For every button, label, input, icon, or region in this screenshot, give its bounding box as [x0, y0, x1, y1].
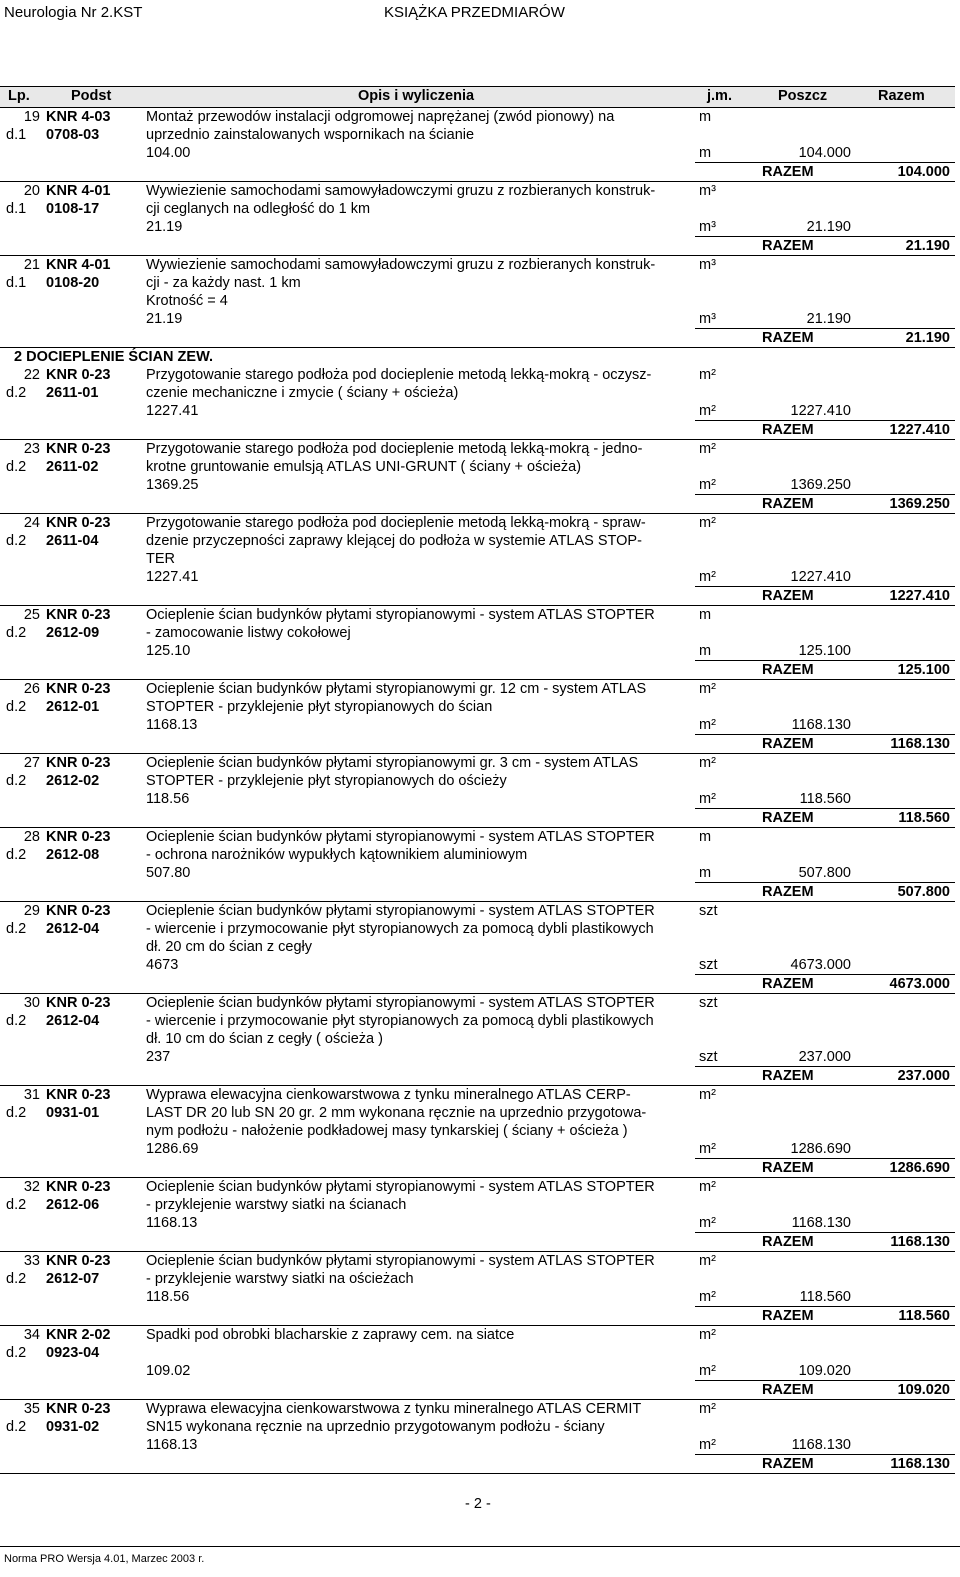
item-division: d.2 [6, 459, 27, 475]
description-line: - przyklejenie warstwy siatki na ościeżach [146, 1271, 414, 1287]
item-division: d.2 [6, 1345, 27, 1361]
description-line: dzenie przyczepności zaprawy klejącej do podłoża w systemie ATLAS STOP- [146, 533, 642, 549]
calculation: 1168.13 [146, 1215, 198, 1231]
description-line: cji - za każdy nast. 1 km [146, 275, 301, 291]
calc-unit: szt [699, 957, 718, 973]
page-number: - 2 - [465, 1496, 491, 1512]
item-number: 31 [23, 1087, 40, 1103]
catalog-ref: KNR 0-23 [46, 1401, 111, 1417]
description-line: Krotność = 4 [146, 293, 228, 309]
item-division: d.2 [6, 1271, 27, 1287]
item-division: d.2 [6, 773, 27, 789]
total-label: RAZEM [762, 884, 814, 900]
description-line: Wyprawa elewacyjna cienkowarstwowa z tynku mineralnego ATLAS CERMIT [146, 1401, 642, 1417]
item-division: d.2 [6, 1013, 27, 1029]
col-jm: j.m. [707, 88, 732, 104]
partial-value: 1227.410 [790, 403, 851, 419]
col-opis: Opis i wyliczenia [358, 88, 475, 104]
calculation: 118.56 [146, 791, 190, 807]
total-label: RAZEM [762, 1456, 814, 1472]
item-division: d.2 [6, 625, 27, 641]
calculation: 1227.41 [146, 403, 199, 419]
document-name: Neurologia Nr 2.KST [4, 4, 143, 21]
item-number: 33 [23, 1253, 40, 1269]
partial-value: 1168.130 [791, 717, 851, 733]
catalog-code: 0931-01 [46, 1105, 100, 1121]
item-number: 28 [23, 829, 40, 845]
partial-value: 1369.250 [790, 477, 851, 493]
total-value: 21.190 [905, 330, 950, 346]
catalog-ref: KNR 0-23 [46, 995, 111, 1011]
total-label: RAZEM [762, 662, 814, 678]
catalog-code: 0108-20 [46, 275, 100, 291]
row-divider [0, 1473, 955, 1474]
partial-value: 125.100 [798, 643, 851, 659]
item-number: 30 [23, 995, 40, 1011]
calc-unit: m² [699, 717, 716, 733]
catalog-code: 2612-01 [46, 699, 100, 715]
partial-value: 1286.690 [790, 1141, 851, 1157]
total-label: RAZEM [762, 422, 814, 438]
calculation: 507.80 [146, 865, 191, 881]
item-division: d.2 [6, 1105, 27, 1121]
calculation: 1369.25 [146, 477, 199, 493]
partial-value: 21.190 [806, 311, 851, 327]
partial-value: 21.190 [806, 219, 851, 235]
item-division: d.2 [6, 1419, 27, 1435]
total-label: RAZEM [762, 810, 814, 826]
item-number: 34 [23, 1327, 40, 1343]
description-line: STOPTER - przyklejenie płyt styropianowych do ścian [146, 699, 493, 715]
calculation: 109.02 [146, 1363, 191, 1379]
catalog-ref: KNR 0-23 [46, 829, 111, 845]
unit: szt [699, 903, 718, 919]
catalog-code: 0931-02 [46, 1419, 100, 1435]
total-value: 118.560 [898, 810, 950, 826]
description-line: STOPTER - przyklejenie płyt styropianowych do ościeży [146, 773, 507, 789]
description-line: Ocieplenie ścian budynków płytami styropianowymi - system ATLAS STOPTER [146, 829, 655, 845]
total-value: 125.100 [897, 662, 950, 678]
catalog-ref: KNR 0-23 [46, 755, 111, 771]
col-podst: Podst [71, 88, 112, 104]
catalog-ref: KNR 0-23 [46, 1179, 111, 1195]
calculation: 237 [146, 1049, 171, 1065]
unit: m² [699, 1253, 716, 1269]
description-line: Ocieplenie ścian budynków płytami styropianowymi - system ATLAS STOPTER [146, 995, 655, 1011]
unit: m² [699, 755, 716, 771]
catalog-ref: KNR 0-23 [46, 681, 111, 697]
catalog-ref: KNR 0-23 [46, 1253, 111, 1269]
item-number: 26 [23, 681, 40, 697]
calculation: 21.19 [146, 311, 183, 327]
description-line: - zamocowanie listwy cokołowej [146, 625, 351, 641]
item-division: d.2 [6, 699, 27, 715]
description-line: Wyprawa elewacyjna cienkowarstwowa z tynku mineralnego ATLAS CERP- [146, 1087, 631, 1103]
description-line: cji ceglanych na odległość do 1 km [146, 201, 371, 217]
unit: m³ [699, 257, 716, 273]
description-line: Przygotowanie starego podłoża pod docieplenie metodą lekką-mokrą - oczysz- [146, 367, 652, 383]
catalog-code: 2612-08 [46, 847, 100, 863]
description-line: Ocieplenie ścian budynków płytami styropianowymi gr. 12 cm - system ATLAS [146, 681, 647, 697]
item-number: 32 [23, 1179, 40, 1195]
total-label: RAZEM [762, 1160, 814, 1176]
total-value: 104.000 [897, 164, 950, 180]
item-number: 23 [23, 441, 40, 457]
unit: m² [699, 1401, 716, 1417]
description-line: TER [146, 551, 175, 567]
description-line: - przyklejenie warstwy siatki na ścianach [146, 1197, 407, 1213]
catalog-ref: KNR 0-23 [46, 903, 111, 919]
item-division: d.1 [6, 127, 27, 143]
total-value: 1168.130 [890, 1234, 950, 1250]
col-poszcz: Poszcz [778, 88, 828, 104]
calculation: 21.19 [146, 219, 183, 235]
total-value: 1286.690 [889, 1160, 950, 1176]
calc-unit: szt [699, 1049, 718, 1065]
description-line: Ocieplenie ścian budynków płytami styropianowymi - system ATLAS STOPTER [146, 1253, 655, 1269]
total-label: RAZEM [762, 1382, 814, 1398]
table-header [0, 86, 955, 108]
total-value: 237.000 [897, 1068, 950, 1084]
calc-unit: m³ [699, 311, 716, 327]
catalog-code: 2612-04 [46, 921, 100, 937]
catalog-ref: KNR 0-23 [46, 367, 111, 383]
description-line: LAST DR 20 lub SN 20 gr. 2 mm wykonana ręcznie na uprzednio przygotowa- [146, 1105, 647, 1121]
catalog-ref: KNR 4-01 [46, 183, 111, 199]
catalog-ref: KNR 0-23 [46, 515, 111, 531]
description-line: - wiercenie i przymocowanie płyt styropianowych za pomocą dybli plastikowych [146, 921, 654, 937]
calculation: 104.00 [146, 145, 191, 161]
calc-unit: m [699, 865, 712, 881]
total-value: 1168.130 [890, 1456, 950, 1472]
item-number: 35 [23, 1401, 40, 1417]
catalog-ref: KNR 0-23 [46, 1087, 111, 1103]
catalog-code: 0923-04 [46, 1345, 100, 1361]
col-razem: Razem [878, 88, 925, 104]
item-division: d.2 [6, 847, 27, 863]
partial-value: 109.020 [798, 1363, 851, 1379]
item-division: d.2 [6, 921, 27, 937]
total-label: RAZEM [762, 496, 814, 512]
item-division: d.2 [6, 1197, 27, 1213]
catalog-code: 2612-06 [46, 1197, 100, 1213]
total-value: 1168.130 [890, 736, 950, 752]
catalog-ref: KNR 2-02 [46, 1327, 111, 1343]
item-number: 27 [23, 755, 40, 771]
total-value: 21.190 [905, 238, 950, 254]
description-line: Ocieplenie ścian budynków płytami styropianowymi gr. 3 cm - system ATLAS [146, 755, 639, 771]
item-number: 20 [23, 183, 40, 199]
item-number: 21 [23, 257, 40, 273]
total-label: RAZEM [762, 238, 814, 254]
unit: m² [699, 1087, 716, 1103]
document-title: KSIĄŻKA PRZEDMIARÓW [384, 4, 565, 21]
description-line: czenie mechaniczne i zmycie ( ściany + ościeża) [146, 385, 459, 401]
section-title: 2 DOCIEPLENIE ŚCIAN ZEW. [14, 349, 213, 365]
total-value: 118.560 [898, 1308, 950, 1324]
catalog-ref: KNR 0-23 [46, 441, 111, 457]
description-line: dł. 10 cm do ścian z cegły ( ościeża ) [146, 1031, 383, 1047]
total-label: RAZEM [762, 1068, 814, 1084]
description-line: uprzednio zainstalowanych wspornikach na ścianie [146, 127, 475, 143]
total-label: RAZEM [762, 330, 814, 346]
catalog-code: 2612-09 [46, 625, 100, 641]
page-header [0, 4, 960, 24]
unit: m² [699, 515, 716, 531]
item-division: d.2 [6, 533, 27, 549]
description-line: - wiercenie i przymocowanie płyt styropianowych za pomocą dybli plastikowych [146, 1013, 654, 1029]
calc-unit: m² [699, 1437, 716, 1453]
catalog-ref: KNR 4-01 [46, 257, 111, 273]
total-value: 109.020 [897, 1382, 950, 1398]
partial-value: 1168.130 [791, 1215, 851, 1231]
calc-unit: m² [699, 569, 716, 585]
partial-value: 1227.410 [790, 569, 851, 585]
description-line: nym podłożu - nałożenie podkładowej masy tynkarskiej ( ściany + ościeża ) [146, 1123, 628, 1139]
total-label: RAZEM [762, 588, 814, 604]
total-label: RAZEM [762, 1308, 814, 1324]
calculation: 1227.41 [146, 569, 199, 585]
unit: m [699, 607, 712, 623]
partial-value: 118.560 [799, 1289, 851, 1305]
catalog-code: 2611-04 [46, 533, 99, 549]
footer-divider [0, 1546, 960, 1547]
unit: m² [699, 681, 716, 697]
item-number: 24 [23, 515, 40, 531]
description-line: SN15 wykonana ręcznie na uprzednio przygotowanym podłożu - ściany [146, 1419, 605, 1435]
calculation: 1168.13 [146, 1437, 198, 1453]
description-line: Ocieplenie ścian budynków płytami styropianowymi - system ATLAS STOPTER [146, 1179, 655, 1195]
item-division: d.2 [6, 385, 27, 401]
calc-unit: m² [699, 477, 716, 493]
calculation: 125.10 [146, 643, 191, 659]
unit: szt [699, 995, 718, 1011]
calc-unit: m² [699, 403, 716, 419]
item-division: d.1 [6, 201, 27, 217]
catalog-code: 2611-02 [46, 459, 99, 475]
description-line: Ocieplenie ścian budynków płytami styropianowymi - system ATLAS STOPTER [146, 903, 655, 919]
unit: m² [699, 367, 716, 383]
catalog-ref: KNR 0-23 [46, 607, 111, 623]
calculation: 1168.13 [146, 717, 198, 733]
total-label: RAZEM [762, 736, 814, 752]
calc-unit: m² [699, 1141, 716, 1157]
total-label: RAZEM [762, 976, 814, 992]
calc-unit: m² [699, 1289, 716, 1305]
item-number: 19 [23, 109, 40, 125]
partial-value: 237.000 [798, 1049, 851, 1065]
description-line: Spadki pod obrobki blacharskie z zaprawy cem. na siatce [146, 1327, 515, 1343]
partial-value: 104.000 [798, 145, 851, 161]
calc-unit: m [699, 145, 712, 161]
catalog-code: 2612-07 [46, 1271, 100, 1287]
description-line: dł. 20 cm do ścian z cegły [146, 939, 313, 955]
calc-unit: m² [699, 1215, 716, 1231]
description-line: Wywiezienie samochodami samowyładowczymi gruzu z rozbieranych konstruk- [146, 183, 656, 199]
description-line: krotne gruntowanie emulsją ATLAS UNI-GRUNT ( ściany + ościeża) [146, 459, 582, 475]
calc-unit: m [699, 643, 712, 659]
description-line: - ochrona narożników wypukłych kątownikiem aluminiowym [146, 847, 528, 863]
footer-text: Norma PRO Wersja 4.01, Marzec 2003 r. [4, 1553, 205, 1565]
total-value: 1369.250 [889, 496, 950, 512]
catalog-code: 2611-01 [46, 385, 99, 401]
catalog-code: 0108-17 [46, 201, 100, 217]
unit: m [699, 109, 712, 125]
col-lp: Lp. [8, 88, 30, 104]
description-line: Montaż przewodów instalacji odgromowej naprężanej (zwód pionowy) na [146, 109, 615, 125]
catalog-code: 2612-02 [46, 773, 100, 789]
catalog-ref: KNR 4-03 [46, 109, 111, 125]
calc-unit: m² [699, 791, 716, 807]
item-number: 25 [23, 607, 40, 623]
catalog-code: 0708-03 [46, 127, 100, 143]
total-value: 1227.410 [889, 422, 950, 438]
unit: m² [699, 1179, 716, 1195]
partial-value: 507.800 [798, 865, 851, 881]
total-label: RAZEM [762, 1234, 814, 1250]
calculation: 4673 [146, 957, 179, 973]
total-label: RAZEM [762, 164, 814, 180]
partial-value: 1168.130 [791, 1437, 851, 1453]
total-value: 507.800 [897, 884, 950, 900]
unit: m² [699, 1327, 716, 1343]
item-number: 29 [23, 903, 40, 919]
unit: m³ [699, 183, 716, 199]
calculation: 1286.69 [146, 1141, 199, 1157]
unit: m [699, 829, 712, 845]
item-number: 22 [23, 367, 40, 383]
total-value: 1227.410 [889, 588, 950, 604]
description-line: Ocieplenie ścian budynków płytami styropianowymi - system ATLAS STOPTER [146, 607, 655, 623]
partial-value: 118.560 [799, 791, 851, 807]
description-line: Wywiezienie samochodami samowyładowczymi gruzu z rozbieranych konstruk- [146, 257, 656, 273]
calc-unit: m² [699, 1363, 716, 1379]
item-division: d.1 [6, 275, 27, 291]
catalog-code: 2612-04 [46, 1013, 100, 1029]
unit: m² [699, 441, 716, 457]
description-line: Przygotowanie starego podłoża pod docieplenie metodą lekką-mokrą - jedno- [146, 441, 643, 457]
partial-value: 4673.000 [790, 957, 851, 973]
calculation: 118.56 [146, 1289, 190, 1305]
description-line: Przygotowanie starego podłoża pod docieplenie metodą lekką-mokrą - spraw- [146, 515, 646, 531]
calc-unit: m³ [699, 219, 716, 235]
total-value: 4673.000 [889, 976, 950, 992]
